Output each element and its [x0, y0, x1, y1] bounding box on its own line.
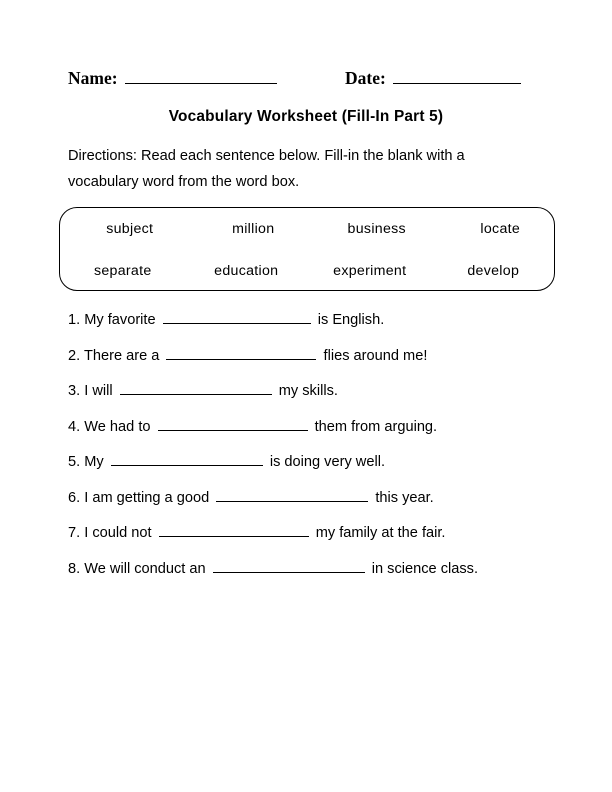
question-text-after: this year. [375, 489, 434, 506]
word-box-row [60, 250, 554, 292]
directions-text: Directions: Read each sentence below. Fill-in the blank with a vocabulary word from the word box. [68, 148, 465, 190]
question-item [68, 308, 538, 333]
header-fields [68, 68, 548, 94]
question-text-after: is doing very well. [269, 454, 386, 470]
question-item [68, 379, 538, 404]
answer-blank[interactable] [158, 417, 308, 431]
answer-blank[interactable] [163, 310, 311, 324]
question-item [68, 521, 538, 546]
date-blank-line[interactable] [393, 70, 521, 84]
word-box-item: experiment [333, 263, 407, 279]
question-number: 1. [68, 312, 81, 328]
word-box-item: subject [106, 221, 154, 237]
word-box [59, 207, 555, 291]
question-text-before: My favorite [84, 312, 156, 328]
word-box-item: business [347, 221, 406, 237]
question-number: 7. [68, 525, 81, 541]
question-text-after: my family at the fair. [315, 525, 446, 541]
question-number: 2. [68, 347, 81, 364]
question-item [68, 344, 538, 369]
word-box-row [60, 208, 554, 250]
word-box-item: million [232, 221, 275, 237]
answer-blank[interactable] [166, 346, 316, 360]
question-text-after: flies around me! [323, 347, 428, 364]
question-item [68, 557, 538, 582]
question-text-before: My [84, 454, 104, 470]
question-text-after: them from arguing. [314, 418, 438, 435]
name-field [68, 68, 277, 89]
question-number: 3. [68, 383, 81, 399]
question-list [68, 308, 538, 592]
page-title: Vocabulary Worksheet (Fill-In Part 5) [168, 108, 444, 125]
answer-blank[interactable] [216, 488, 368, 502]
question-number: 4. [68, 418, 81, 435]
question-text-before: I could not [84, 525, 152, 541]
answer-blank[interactable] [159, 523, 309, 537]
question-text-after: in science class. [371, 560, 479, 577]
question-text-after: my skills. [278, 383, 338, 399]
date-label: Date: [345, 68, 386, 88]
question-text-before: There are a [83, 347, 160, 364]
question-text-before: I am getting a good [84, 489, 210, 506]
question-text-after: is English. [317, 312, 385, 328]
answer-blank[interactable] [120, 381, 272, 395]
name-blank-line[interactable] [125, 70, 277, 84]
question-item [68, 450, 538, 475]
answer-blank[interactable] [111, 452, 263, 466]
date-field [345, 68, 521, 89]
question-number: 6. [68, 489, 81, 506]
answer-blank[interactable] [213, 559, 365, 573]
question-text-before: We had to [84, 418, 151, 435]
question-text-before: I will [84, 383, 113, 399]
question-item [68, 415, 538, 440]
question-number: 5. [68, 454, 81, 470]
word-box-item: locate [480, 221, 521, 237]
question-number: 8. [68, 560, 81, 577]
word-box-item: education [214, 263, 279, 279]
question-item [68, 486, 538, 511]
name-label: Name: [68, 68, 118, 88]
word-box-item: separate [93, 263, 152, 279]
question-text-before: We will conduct an [84, 560, 206, 577]
word-box-item: develop [467, 263, 520, 279]
